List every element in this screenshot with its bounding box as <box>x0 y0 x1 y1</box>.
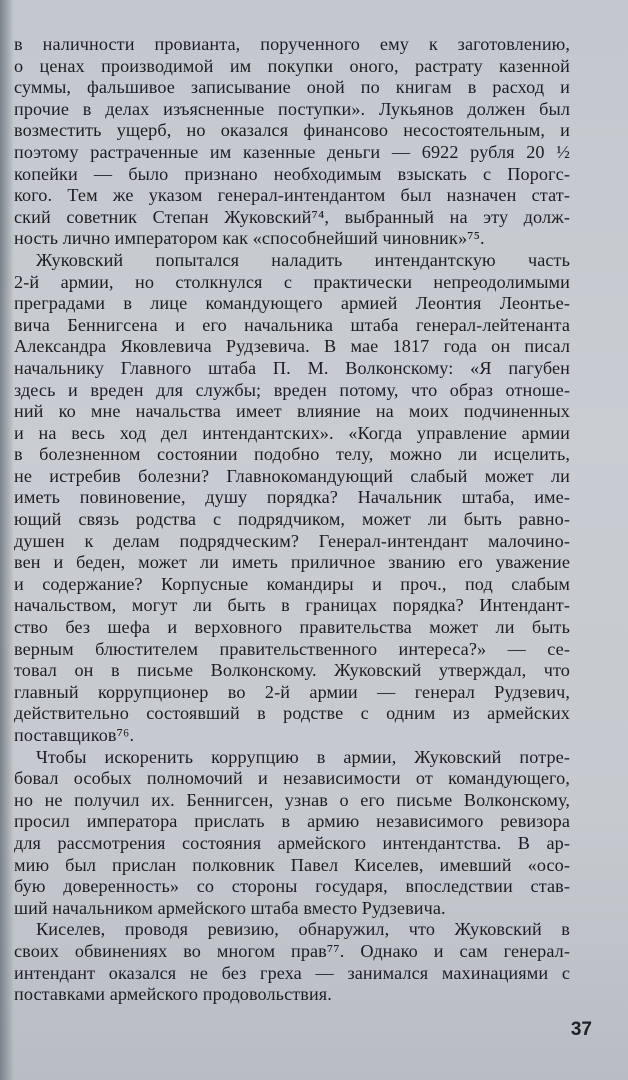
text-line: мию был прислан полковник Павел Киселев, имевший «осо- <box>14 854 570 875</box>
text-line: иметь повиновение, душу порядка? Начальник штаба, име- <box>14 487 570 508</box>
text-line: 2-й армии, но столкнулся с практически непреодолимыми <box>14 271 570 292</box>
body-text <box>14 34 570 1006</box>
text-line: в наличности провианта, порученного ему к заготовлению, <box>14 34 570 54</box>
text-line: для рассмотрения состояния армейского интендантства. В ар- <box>14 832 570 853</box>
text-line: интендант оказался не без греха — занимался махинациями с <box>14 962 570 983</box>
text-line: товал он в письме Волконскому. Жуковский утверждал, что <box>14 660 570 681</box>
text-line: прочие в делах изъясненные поступки». Лукьянов должен был <box>14 98 570 119</box>
text-line: вича Беннигсена и его начальника штаба генерал-лейтенанта <box>14 314 570 335</box>
text-line: преградами в лице командующего армией Леонтия Леонтье- <box>14 293 570 314</box>
page-number: 37 <box>570 1019 592 1040</box>
text-line: кого. Тем же указом генерал-интендантом был назначен стат- <box>14 185 570 206</box>
page-gutter-shadow <box>0 0 14 1080</box>
text-line: Киселев, проводя ревизию, обнаружил, что Жуковский в <box>36 919 570 940</box>
text-line: поставками армейского продовольствия. <box>14 984 332 1005</box>
text-line: ющий связь родства с подрядчиком, может ли быть равно- <box>14 509 570 530</box>
text-line: просил императора прислать в армию независимого ревизора <box>14 811 570 832</box>
text-line: но не получил их. Беннигсен, узнав о его письме Волконскому, <box>14 789 570 810</box>
text-line: ство без шефа и верховного правительства может ли быть <box>14 617 570 638</box>
text-line: суммы, фальшивое записывание оной по книгам в расход и <box>14 77 570 98</box>
text-line: верным блюстителем правительственного интереса?» — се- <box>14 638 570 659</box>
text-line: копейки — было признано необходимым взыскать с Порогс- <box>14 163 570 184</box>
text-line: ший начальником армейского штаба вместо Рудзевича. <box>14 897 446 918</box>
text-line: поставщиков⁷⁶. <box>14 725 135 745</box>
text-line: в болезненном состоянии подобно телу, можно ли исцелить, <box>14 444 570 465</box>
text-line: действительно состоявший в родстве с одним из армейских <box>14 703 570 724</box>
text-line: бую доверенность» со стороны государя, впоследствии став- <box>14 876 570 897</box>
text-line: начальством, могут ли быть в границах порядка? Интендант- <box>14 595 570 616</box>
text-line: и на весь ход дел интендантских». «Когда управление армии <box>14 422 570 443</box>
text-line: ский советник Степан Жуковский⁷⁴, выбранный на эту долж- <box>14 206 570 227</box>
text-line: здесь и вреден для службы; вреден потому, что образ отноше- <box>14 379 570 400</box>
text-line: бовал особых полномочий и независимости от командующего, <box>14 768 570 789</box>
paragraph <box>14 34 570 250</box>
text-line: вен и беден, может ли иметь приличное званию его уважение <box>14 552 570 573</box>
text-line: возместить ущерб, но оказался финансово несостоятельным, и <box>14 120 570 141</box>
text-line: душен к делам подрядческим? Генерал-интендант малочино- <box>14 530 570 551</box>
text-line: своих обвинениях во многом прав⁷⁷. Однако и сам генерал- <box>14 940 570 961</box>
text-line: ний ко мне начальства имеет влияние на моих подчиненных <box>14 401 570 422</box>
paragraph <box>14 747 570 920</box>
text-line: и содержание? Корпусные командиры и проч., под слабым <box>14 573 570 594</box>
text-line: поэтому растраченные им казенные деньги — 6922 рубля 20 ½ <box>14 141 570 162</box>
paragraph <box>14 919 570 1005</box>
text-line: не истребив болезни? Главнокомандующий слабый может ли <box>14 465 570 486</box>
text-line: о ценах производимой им покупки оного, растрату казенной <box>14 55 570 76</box>
text-line: главный коррупционер во 2-й армии — генерал Рудзевич, <box>14 681 570 702</box>
text-line: Чтобы искоренить коррупцию в армии, Жуковский потре- <box>36 746 570 767</box>
paragraph <box>14 250 570 747</box>
text-line: Александра Яковлевича Рудзевича. В мае 1817 года он писал <box>14 336 570 357</box>
text-line: Жуковский попытался наладить интендантскую часть <box>36 249 570 270</box>
text-line: начальнику Главного штаба П. М. Волконскому: «Я пагубен <box>14 357 570 378</box>
text-line: ность лично императором как «способнейший чиновник»⁷⁵. <box>14 228 485 249</box>
